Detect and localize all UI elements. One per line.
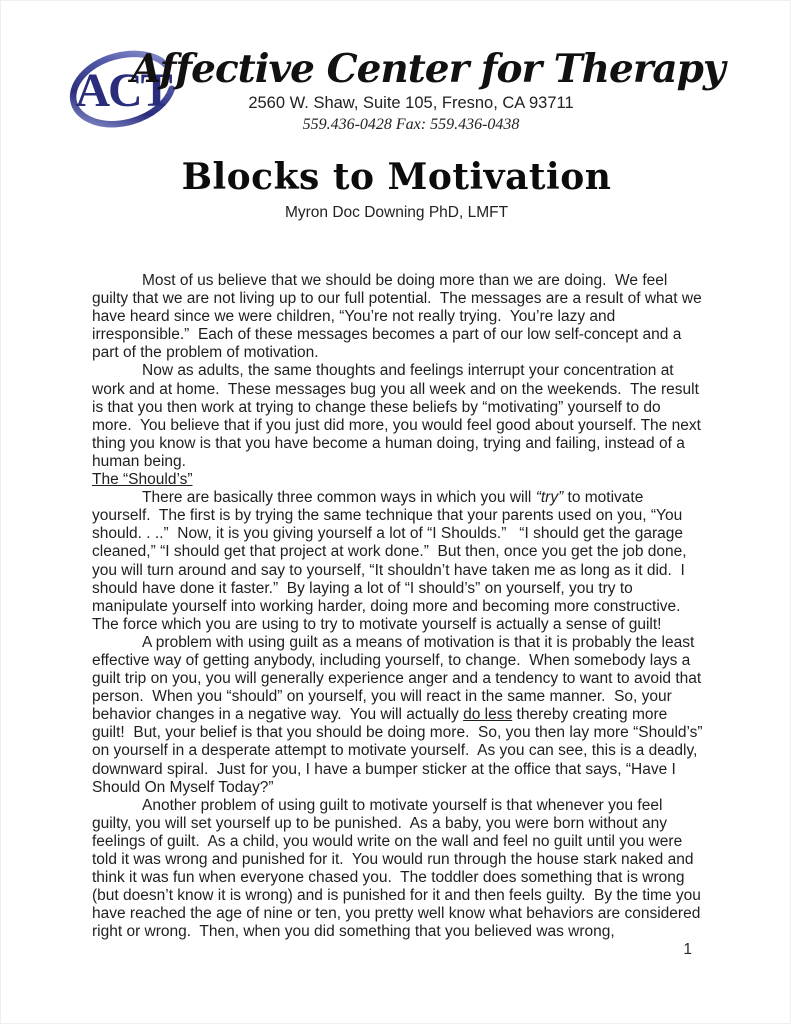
paragraph xyxy=(92,796,706,942)
letterhead xyxy=(131,46,725,134)
paragraph xyxy=(92,272,707,362)
title-block xyxy=(1,157,791,222)
text-run: to motivate yourself. The first is by trying the same technique that your parents used on you, “You should. . ..” Now, it is you giving yourself a lot of “I Shoulds.” “I should get the garage cleaned,” “I should get that project at work done.” But then, once you get the job done, you will turn around and say to yourself, “It shouldn’t have taken me as long as it did. I should have done it faster.” By laying a lot of “I should’s” on yourself, you try to manipulate yourself into working harder, doing more and becoming more constructive. The force which you are using to try to motivate yourself is actually a sense of guilt! xyxy=(92,489,691,633)
logo-text: ACT xyxy=(75,64,171,117)
paragraph xyxy=(92,489,703,634)
page-number: 1 xyxy=(683,941,692,958)
text-run: There are basically three common ways in which you will xyxy=(142,489,536,507)
document-author: Myron Doc Downing PhD, LMFT xyxy=(284,204,509,221)
text-run: Now as adults, the same thoughts and feelings interrupt your concentration at work and at home. These messages bug you all week and on the weekends. The result is that you then work at trying to change these beliefs by “motivating” yourself to do more. You believe that if you just did more, you would feel good about yourself. The next thing you know is that you have become a human doing, trying and failing, instead of a human being. xyxy=(92,362,706,470)
org-name: Affective Center for Therapy xyxy=(131,46,725,92)
paragraph xyxy=(92,362,706,471)
text-run: A problem with using guilt as a means of motivation is that it is probably the least effective way of getting anybody, including yourself, to change. When somebody lays a guilt trip on you, you will generally experience anger and a tendency to want to avoid that person. When you “should” on yourself, you will react in the same manner. So, your behavior changes in a negative way. You will actually xyxy=(92,633,706,724)
text-run: do less xyxy=(463,706,513,724)
org-address: 2560 W. Shaw, Suite 105, Fresno, CA 93711 xyxy=(248,94,574,112)
document-body xyxy=(92,272,707,941)
text-run: “try” xyxy=(535,489,564,507)
text-run: Another problem of using guilt to motivate yourself is that whenever you feel guilty, you will set yourself up to be punished. As a baby, you were born without any feelings of guilt. As a child, you would write on the wall and feel no guilt until you were told it was wrong and punished for it. You would run through the house stark naked and think it was fun when everyone chased you. The toddler does something that is wrong (but doesn’t know it is wrong) and is punished for it and then feels guilty. By the time you have reached the age of nine or ten, you pretty well know what behaviors are considered right or wrong. Then, when you did something that you believed was wrong, xyxy=(92,796,706,941)
text-run: Most of us believe that we should be doing more than we are doing. We feel guilty that we are not living up to our full potential. The messages are a result of what we have heard since we were children, “You’re not really trying. You’re lazy and irresponsible.” Each of these messages becomes a part of our low self-concept and a part of the problem of motivation. xyxy=(92,272,707,362)
org-phone-fax: 559.436-0428 Fax: 559.436-0438 xyxy=(302,116,520,133)
document-title: Blocks to Motivation xyxy=(181,156,612,198)
text-run: The “Should’s” xyxy=(92,471,193,489)
section-heading xyxy=(92,471,703,489)
paragraph xyxy=(92,633,707,797)
text-run: thereby creating more guilt! But, your belief is that you should be doing more. So, you then lay more “Should’s” on yourself in a desperate attempt to motivate yourself. As you can see, this is a deadly, downward spiral. Just for you, I have a bumper sticker at the office that says, “Have I Should On Myself Today?” xyxy=(92,706,707,796)
